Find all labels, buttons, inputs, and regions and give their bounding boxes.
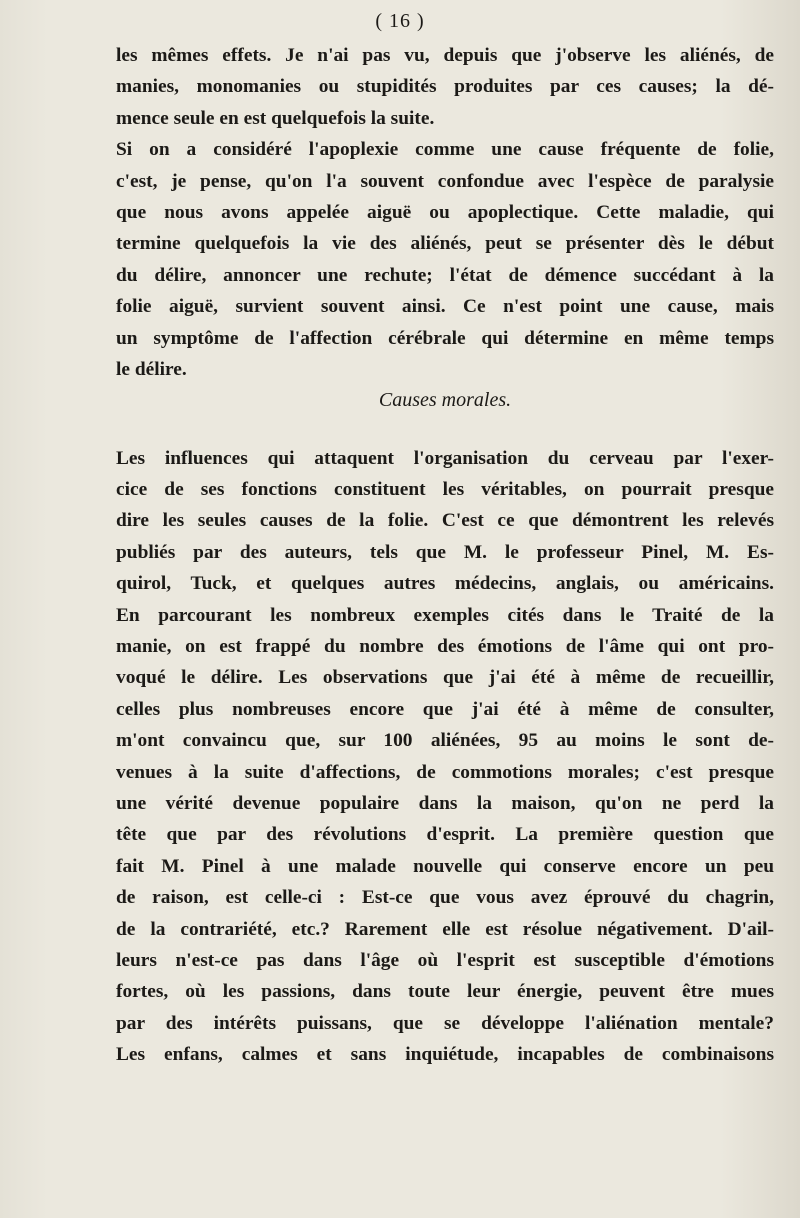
- section-heading: Causes morales.: [378, 389, 512, 412]
- text-line: publiés par des auteurs, tels que M. le professeur Pinel, M. Es-: [116, 541, 774, 563]
- text-line: une vérité devenue populaire dans la maison, qu'on ne perd la: [116, 792, 774, 814]
- text-line: mence seule en est quelquefois la suite.: [116, 107, 435, 129]
- text-line: fait M. Pinel à une malade nouvelle qui conserve encore un peu: [116, 855, 774, 877]
- text-line: du délire, annoncer une rechute; l'état de démence succédant à la: [116, 264, 774, 286]
- text-line: En parcourant les nombreux exemples cités dans le Traité de la: [116, 604, 774, 626]
- text-line: de la contrariété, etc.? Rarement elle est résolue négativement. D'ail-: [116, 918, 774, 940]
- paragraph-2: [116, 134, 774, 385]
- text-line: folie aiguë, survient souvent ainsi. Ce n'est point une cause, mais: [116, 296, 774, 318]
- text-line: un symptôme de l'affection cérébrale qui détermine en même temps: [116, 327, 774, 349]
- text-line: m'ont convaincu que, sur 100 aliénées, 95 au moins le sont de-: [116, 730, 774, 752]
- text-line: c'est, je pense, qu'on l'a souvent confondue avec l'espèce de paralysie: [116, 170, 774, 192]
- page-number: ( 16 ): [375, 10, 425, 32]
- text-line: termine quelquefois la vie des aliénés, peut se présenter dès le début: [116, 233, 774, 255]
- text-line: venues à la suite d'affections, de commotions morales; c'est presque: [116, 761, 774, 783]
- body-text: [116, 40, 774, 1071]
- text-line: dire les seules causes de la folie. C'est ce que démontrent les relevés: [116, 510, 774, 532]
- paragraph-1: [116, 40, 774, 134]
- text-line: celles plus nombreuses encore que j'ai été à même de consulter,: [116, 698, 774, 720]
- text-line: manie, on est frappé du nombre des émotions de l'âme qui ont pro-: [116, 636, 774, 658]
- text-line: Les influences qui attaquent l'organisation du cerveau par l'exer-: [116, 447, 774, 469]
- text-line: Si on a considéré l'apoplexie comme une cause fréquente de folie,: [116, 139, 774, 161]
- text-line: leurs n'est-ce pas dans l'âge où l'esprit est susceptible d'émotions: [116, 949, 774, 971]
- text-line: quirol, Tuck, et quelques autres médecins, anglais, ou américains.: [116, 573, 774, 595]
- text-line: cice de ses fonctions constituent les véritables, on pourrait presque: [116, 479, 774, 501]
- text-line: fortes, où les passions, dans toute leur énergie, peuvent être mues: [116, 981, 774, 1003]
- text-line: par des intérêts puissans, que se développe l'aliénation mentale?: [116, 1012, 774, 1034]
- text-line: les mêmes effets. Je n'ai pas vu, depuis que j'observe les aliénés, de: [116, 45, 774, 66]
- text-line: le délire.: [116, 358, 187, 380]
- text-line: tête que par des révolutions d'esprit. La première question que: [116, 824, 774, 846]
- text-line: de raison, est celle-ci : Est-ce que vous avez éprouvé du chagrin,: [116, 887, 774, 909]
- paragraph-3: [116, 443, 774, 1071]
- text-line: voqué le délire. Les observations que j'ai été à même de recueillir,: [116, 667, 774, 689]
- text-line: Les enfans, calmes et sans inquiétude, incapables de combinaisons: [116, 1044, 774, 1066]
- text-line: que nous avons appelée aiguë ou apoplectique. Cette maladie, qui: [116, 201, 774, 223]
- text-line: manies, monomanies ou stupidités produites par ces causes; la dé-: [116, 76, 774, 98]
